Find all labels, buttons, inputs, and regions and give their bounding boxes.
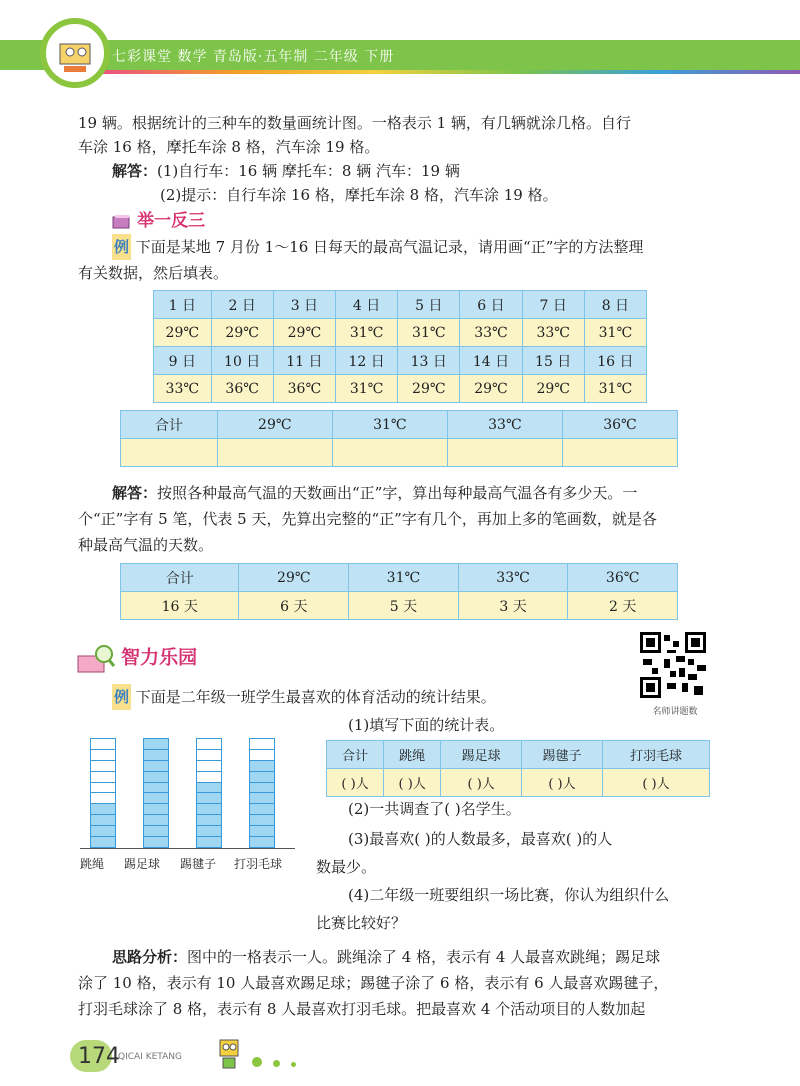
chart-cell (250, 815, 274, 826)
chart-cell (91, 772, 115, 783)
table-cell-value: 6 天 (239, 592, 349, 620)
footer-brand: QICAI KETANG (118, 1052, 182, 1062)
logo-drawing-icon (46, 24, 104, 82)
table-cell-value: 2 天 (568, 592, 678, 620)
table-cell-day: 14 日 (460, 347, 522, 375)
table-row (121, 592, 678, 620)
example2-q3-line-1: (3)最喜欢( )的人数最多，最喜欢( )的人 (348, 830, 613, 848)
table-cell-temp: 29℃ (211, 319, 273, 347)
analysis-line-1 (112, 944, 782, 970)
table-cell-temp: 31℃ (335, 319, 397, 347)
table-cell-value: 16 天 (121, 592, 239, 620)
table-cell-temp: 29℃ (460, 375, 522, 403)
dot-icon (273, 1060, 280, 1067)
analysis-label: 思路分析： (112, 948, 188, 966)
example1-text-1: 下面是某地 7 月份 1～16 日每天的最高气温记录，请用画“正”字的方法整理 (135, 238, 644, 256)
summary-blank-table (120, 410, 678, 467)
chart-cell (91, 761, 115, 772)
table-header-cell: 31℃ (349, 564, 459, 592)
answer-text-1: (1)自行车：16 辆 摩托车：8 辆 汽车：19 辆 (157, 162, 460, 180)
chart-cell (250, 826, 274, 837)
chart-cell (250, 783, 274, 794)
table-cell-blank: ( )人 (327, 769, 384, 797)
chart-bar (90, 738, 116, 848)
chart-cell (144, 793, 168, 804)
table-header-cell: 合计 (327, 741, 384, 769)
section1-title: 举一反三 (137, 211, 206, 231)
table-cell-temp: 33℃ (460, 319, 522, 347)
example-badge: 例 (112, 684, 131, 710)
example2-q4-line-1: (4)二年级一班要组织一场比赛，你认为组织什么 (348, 886, 670, 904)
example-badge: 例 (112, 234, 131, 260)
chart-category-label: 打羽毛球 (234, 857, 283, 871)
table-cell-day: 5 日 (398, 291, 460, 319)
chart-cell (250, 750, 274, 761)
table-cell-temp: 29℃ (154, 319, 212, 347)
chart-cell (144, 772, 168, 783)
chart-cell (144, 783, 168, 794)
table-header-cell: 踢毽子 (522, 741, 603, 769)
table-cell-day: 2 日 (211, 291, 273, 319)
result-table (120, 563, 678, 620)
table-cell-blank (217, 439, 332, 467)
chart-cell (250, 837, 274, 848)
mascot-icon (214, 1034, 244, 1076)
footer-dots (252, 1052, 296, 1071)
intro-line-1: 19 辆。根据统计的三种车的数量画统计图。一格表示 1 辆，有几辆就涂几格。自行 (78, 114, 631, 132)
table-cell-day: 1 日 (154, 291, 212, 319)
table-cell-day: 8 日 (584, 291, 646, 319)
answer-label: 解答： (112, 162, 158, 180)
table-header-cell: 合计 (121, 411, 218, 439)
example2-line (112, 684, 632, 710)
table-cell-blank (332, 439, 447, 467)
chart-cell (91, 750, 115, 761)
intro-line-2: 车涂 16 格，摩托车涂 8 格，汽车涂 19 格。 (78, 138, 380, 156)
table-row (327, 769, 710, 797)
table-cell-blank: ( )人 (441, 769, 522, 797)
table-header-cell: 36℃ (568, 564, 678, 592)
chart-cell (197, 739, 221, 750)
chart-baseline (80, 848, 295, 849)
chart-category-label: 踢足球 (124, 857, 161, 871)
chart-cell (250, 793, 274, 804)
table-row (154, 347, 647, 375)
table-cell-day: 3 日 (273, 291, 335, 319)
example1-answer-3: 种最高气温的天数。 (78, 536, 214, 554)
table-cell-day: 6 日 (460, 291, 522, 319)
chart-cell (144, 761, 168, 772)
example2-q1: (1)填写下面的统计表。 (348, 716, 505, 734)
dot-icon (291, 1062, 296, 1067)
sports-bar-chart (80, 738, 300, 888)
section-title-zlly (76, 642, 197, 676)
chart-cell (197, 772, 221, 783)
table-cell-blank: ( )人 (384, 769, 441, 797)
temperature-table (153, 290, 647, 403)
chart-cell (250, 761, 274, 772)
section2-title: 智力乐园 (121, 646, 198, 669)
table-cell-blank (562, 439, 677, 467)
chart-cell (197, 761, 221, 772)
chart-cell (91, 837, 115, 848)
chart-cell (197, 783, 221, 794)
chart-cell (144, 815, 168, 826)
example1-answer-text-1: 按照各种最高气温的天数画出“正”字，算出每种最高气温各有多少天。一 (157, 484, 638, 502)
magnifier-book-icon (76, 642, 116, 676)
table-cell-blank (121, 439, 218, 467)
table-cell-temp: 31℃ (584, 319, 646, 347)
table-row (121, 564, 678, 592)
table-cell-temp: 29℃ (398, 375, 460, 403)
table-cell-day: 12 日 (335, 347, 397, 375)
analysis-text-1: 图中的一格表示一人。跳绳涂了 4 格，表示有 4 人最喜欢跳绳；踢足球 (187, 948, 661, 966)
intro-answer-2: (2)提示：自行车涂 16 格，摩托车涂 8 格，汽车涂 19 格。 (160, 186, 558, 204)
mascot-drawing-icon (214, 1034, 244, 1072)
example1-answer-1 (112, 480, 782, 506)
analysis-line-2: 涂了 10 格，表示有 10 人最喜欢踢足球；踢毽子涂了 6 格，表示有 6 人最喜欢踢毽子， (78, 974, 669, 992)
table-cell-value: 3 天 (458, 592, 568, 620)
table-header-cell: 合计 (121, 564, 239, 592)
table-cell-day: 10 日 (211, 347, 273, 375)
chart-bar (143, 738, 169, 848)
example2-q3-line-2: 数最少。 (316, 858, 377, 876)
analysis-line-3: 打羽毛球涂了 8 格，表示有 8 人最喜欢打羽毛球。把最喜欢 4 个活动项目的人数加起 (78, 1000, 646, 1018)
table-cell-temp: 29℃ (522, 375, 584, 403)
chart-cell (144, 804, 168, 815)
table-cell-blank: ( )人 (602, 769, 709, 797)
table-cell-temp: 36℃ (273, 375, 335, 403)
example2-q4-line-2: 比赛比较好？ (316, 914, 407, 932)
chart-cell (91, 783, 115, 794)
table-header-cell: 33℃ (447, 411, 562, 439)
table-row (154, 291, 647, 319)
table-header-cell: 踢足球 (441, 741, 522, 769)
table-cell-temp: 33℃ (522, 319, 584, 347)
chart-cell (197, 750, 221, 761)
answer-label: 解答： (112, 484, 158, 502)
chart-cell (144, 826, 168, 837)
chart-bar (196, 738, 222, 848)
header-title: 七彩课堂 数学 青岛版·五年制 二年级 下册 (112, 49, 395, 65)
chart-cell (91, 815, 115, 826)
header-rainbow-strip (90, 70, 800, 74)
qr-pattern-icon (640, 632, 706, 698)
table-header-cell: 33℃ (458, 564, 568, 592)
table-row (327, 741, 710, 769)
table-cell-day: 7 日 (522, 291, 584, 319)
table-cell-day: 11 日 (273, 347, 335, 375)
table-cell-day: 9 日 (154, 347, 212, 375)
chart-cell (197, 793, 221, 804)
table-header-cell: 29℃ (217, 411, 332, 439)
example1-line-1 (112, 234, 772, 260)
chart-cell (197, 815, 221, 826)
chart-cell (91, 826, 115, 837)
dot-icon (252, 1057, 262, 1067)
table-header-cell: 跳绳 (384, 741, 441, 769)
book-icon (112, 213, 132, 231)
chart-cell (197, 826, 221, 837)
table-header-cell: 36℃ (562, 411, 677, 439)
chart-cell (197, 804, 221, 815)
table-cell-day: 15 日 (522, 347, 584, 375)
table-cell-day: 16 日 (584, 347, 646, 375)
table-cell-day: 13 日 (398, 347, 460, 375)
intro-answer-1 (112, 158, 772, 184)
chart-cell (91, 804, 115, 815)
sports-stat-table (326, 740, 710, 797)
table-row (121, 439, 678, 467)
table-cell-temp: 31℃ (398, 319, 460, 347)
table-row (154, 319, 647, 347)
example2-text: 下面是二年级一班学生最喜欢的体育活动的统计结果。 (135, 688, 496, 706)
table-cell-blank: ( )人 (522, 769, 603, 797)
table-cell-temp: 31℃ (584, 375, 646, 403)
table-cell-temp: 33℃ (154, 375, 212, 403)
chart-cell (144, 837, 168, 848)
example1-answer-2: 个“正”字有 5 笔，代表 5 天，先算出完整的“正”字有几个，再加上多的笔画数，就是各 (78, 510, 657, 528)
chart-cell (144, 739, 168, 750)
chart-cell (250, 739, 274, 750)
table-row (121, 411, 678, 439)
chart-cell (250, 804, 274, 815)
table-cell-temp: 36℃ (211, 375, 273, 403)
page-number: 174 (78, 1044, 120, 1069)
example1-line-2: 有关数据，然后填表。 (78, 264, 229, 282)
qr-caption: 名师讲题数 (652, 707, 698, 717)
chart-category-label: 跳绳 (80, 857, 105, 871)
chart-cell (250, 772, 274, 783)
chart-cell (91, 739, 115, 750)
qr-code-icon[interactable] (640, 632, 706, 698)
table-cell-blank (447, 439, 562, 467)
chart-cell (144, 750, 168, 761)
chart-bar (249, 738, 275, 848)
logo-icon (40, 18, 110, 88)
table-row (154, 375, 647, 403)
chart-cell (91, 793, 115, 804)
table-cell-temp: 29℃ (273, 319, 335, 347)
example2-q2: (2)一共调查了( )名学生。 (348, 800, 521, 818)
table-header-cell: 29℃ (239, 564, 349, 592)
section-title-jyfs (112, 206, 205, 231)
table-cell-value: 5 天 (349, 592, 459, 620)
table-cell-day: 4 日 (335, 291, 397, 319)
chart-category-label: 踢毽子 (180, 857, 217, 871)
table-cell-temp: 31℃ (335, 375, 397, 403)
table-header-cell: 打羽毛球 (602, 741, 709, 769)
table-header-cell: 31℃ (332, 411, 447, 439)
chart-cell (197, 837, 221, 848)
